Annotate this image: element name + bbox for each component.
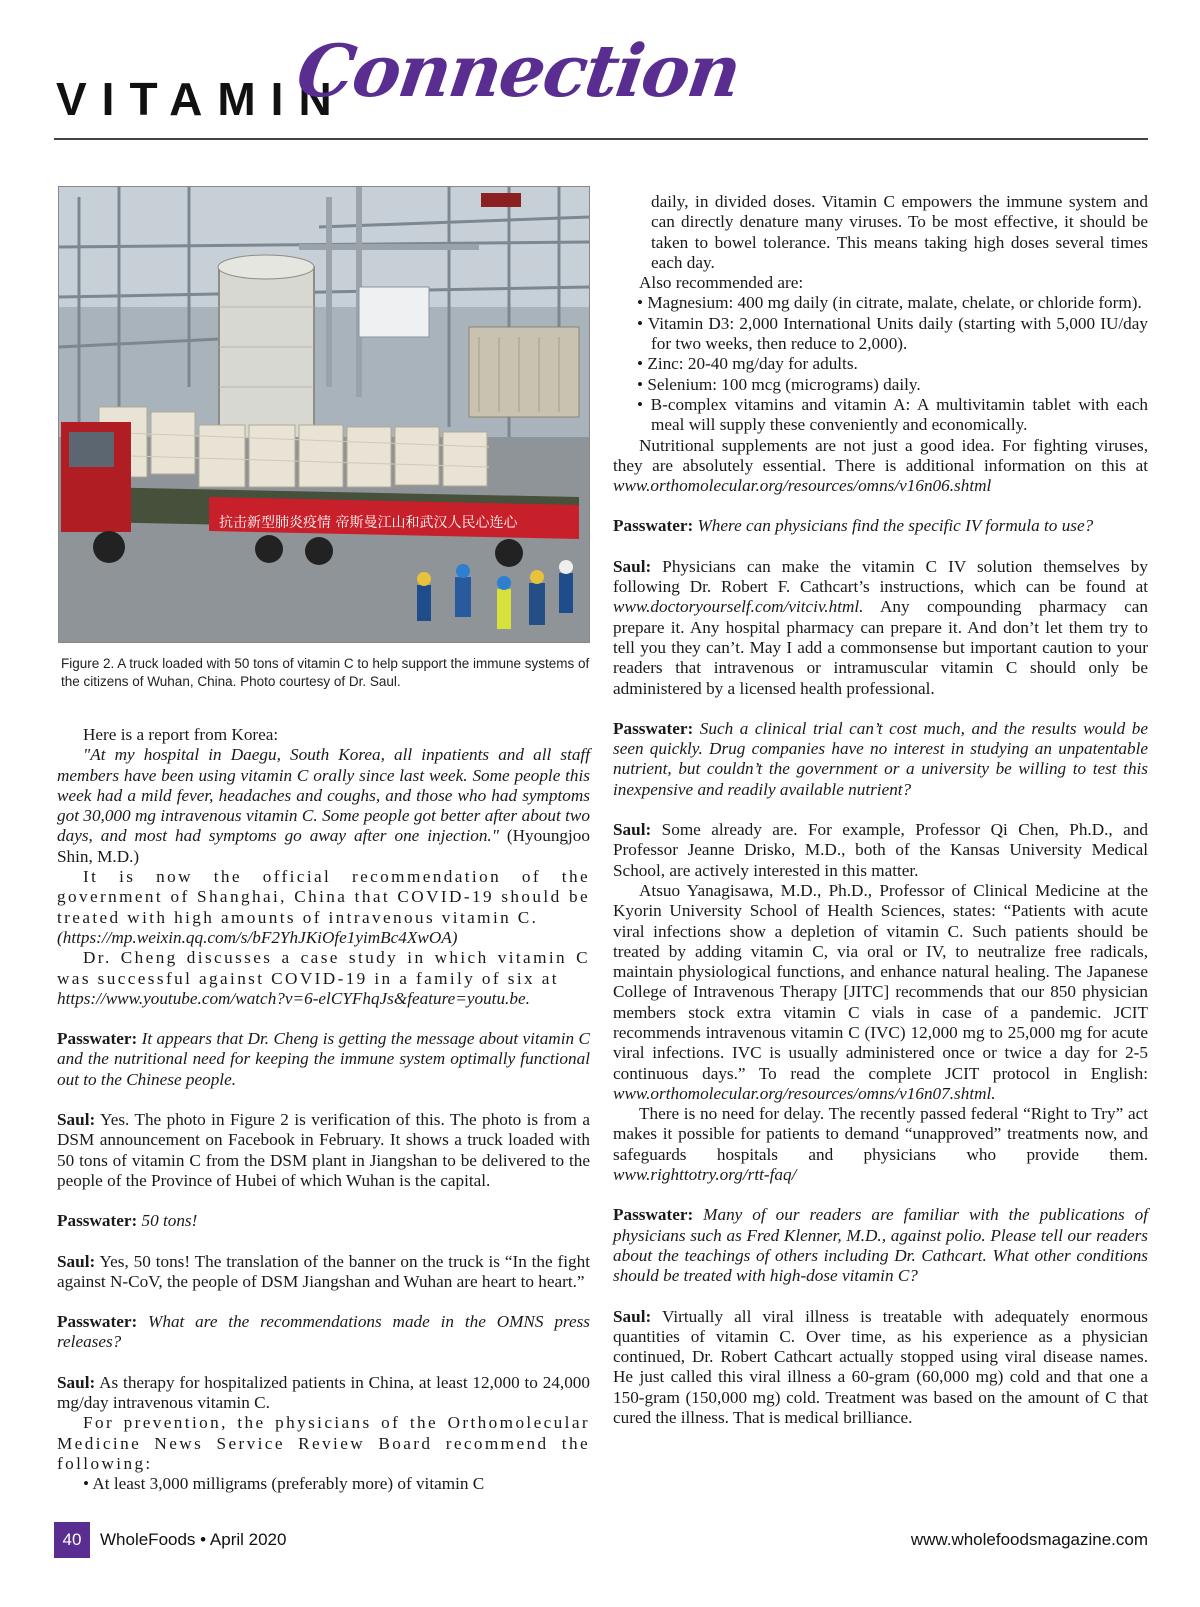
figure-caption: Figure 2. A truck loaded with 50 tons of vitamin C to help support the immune systems of the citizens of Wuhan, China. Photo courtesy of Dr. Saul. bbox=[61, 656, 590, 689]
speaker-label: Passwater: bbox=[613, 718, 694, 738]
bullet-item: • B-complex vitamins and vitamin A: A multivitamin tablet with each meal will supply these conveniently and economically. bbox=[637, 394, 1148, 435]
answer bbox=[613, 557, 1148, 699]
quote-attribution: (Hyoungjoo Shin, M.D.) bbox=[57, 826, 590, 866]
question bbox=[613, 1205, 1148, 1286]
speaker-label: Passwater: bbox=[57, 1211, 138, 1231]
paragraph: daily, in divided doses. Vitamin C empowers the immune system and can directly denature many viruses. To be most effective, it should be taken to bowel tolerance. This means taking high doses several times each day. bbox=[651, 192, 1148, 272]
masthead bbox=[56, 28, 1156, 138]
url-text: (https://mp.weixin.qq.com/s/bF2YhJKiOfe1yimBc4XwOA) bbox=[57, 927, 458, 947]
paragraph: Here is a report from Korea: bbox=[83, 725, 279, 744]
speaker-label: Saul: bbox=[57, 1110, 96, 1130]
question-text: What are the recommendations made in the OMNS press releases? bbox=[57, 1312, 590, 1352]
speaker-label: Passwater: bbox=[57, 1312, 138, 1332]
question-text: Such a clinical trial can’t cost much, and the results would be seen quickly. Drug companies have no interest in studying an unpatentable nutrient, but couldn’t the government or a university be willing to test this inexpensive and readily available nutrient? bbox=[613, 718, 1148, 799]
question bbox=[57, 1211, 590, 1231]
question bbox=[57, 1029, 590, 1090]
quote-text: "At my hospital in Daegu, South Korea, all inpatients and all staff members have been using vitamin C orally since last week. Some people this week had a mild fever, headaches and coughs, and those who had symptoms got 30,000 mg intravenous vitamin C. Some people got better after about two days, and most had symptoms go away after one injection." bbox=[57, 745, 590, 846]
answer-text: Yes, 50 tons! The translation of the banner on the truck is “In the fight against N-CoV, the people of DSM Jiangshan and Wuhan are heart to heart.” bbox=[57, 1251, 590, 1291]
paragraph-quote bbox=[57, 745, 590, 867]
question-text: 50 tons! bbox=[137, 1211, 198, 1231]
masthead-connection: Connection bbox=[292, 28, 745, 113]
paragraph bbox=[613, 1104, 1148, 1185]
answer-text: Yes. The photo in Figure 2 is verification of this. The photo is from a DSM announcement on Facebook in February. It shows a truck loaded with 50 tons of vitamin C from the DSM plant in Jiangshan to be delivered to the people of the Province of Hubei of which Wuhan is the capital. bbox=[57, 1110, 590, 1190]
bullet-item: • Vitamin D3: 2,000 International Units daily (starting with 5,000 IU/day for two weeks, then reduce to 2,000). bbox=[637, 313, 1148, 354]
paragraph: It is now the official recommendation of the government of Shanghai, China that COVID-19 should be treated with high amounts of intravenous vitamin C. bbox=[57, 867, 590, 927]
paragraph bbox=[613, 881, 1148, 1104]
paragraph-text: Nutritional supplements are not just a good idea. For fighting viruses, they are absolutely essential. There is additional information on this at bbox=[613, 435, 1148, 475]
magazine-issue: WholeFoods • April 2020 bbox=[100, 1530, 287, 1549]
answer-text: Physicians can make the vitamin C IV solution themselves by following Dr. Robert F. Cathcart’s instructions, which can be found at bbox=[613, 556, 1148, 597]
speaker-label: Saul: bbox=[613, 1306, 652, 1326]
speaker-label: Saul: bbox=[57, 1372, 96, 1392]
paragraph: Dr. Cheng discusses a case study in which vitamin C was successful against COVID-19 in a family of six at bbox=[57, 948, 590, 988]
masthead-vitamin: VITAMIN bbox=[56, 73, 347, 125]
truck-photo bbox=[58, 186, 590, 643]
answer-text: Virtually all viral illness is treatable with adequately enormous quantities of vitamin C. Over time, as his experience as a physician continued, Dr. Robert Cathcart actually stopped using viral disease names. He just called this viral illness a 60-gram (60,000 mg) cold and that one a 150-gram (150,000 mg) cold. Treatment was based on the amount of C that cured the illness. That is medical brilliance. bbox=[613, 1306, 1148, 1428]
question-text: Where can physicians find the specific IV formula to use? bbox=[693, 516, 1094, 536]
speaker-label: Saul: bbox=[57, 1251, 96, 1271]
page-number: 40 bbox=[54, 1522, 90, 1558]
answer bbox=[57, 1373, 590, 1414]
question-text: It appears that Dr. Cheng is getting the message about vitamin C and the nutritional need for keeping the immune system optimally functional out to the Chinese people. bbox=[57, 1029, 590, 1089]
bullet-item: • Zinc: 20-40 mg/day for adults. bbox=[637, 354, 858, 374]
bullet-item: • Magnesium: 400 mg daily (in citrate, malate, chelate, or chloride form). bbox=[637, 293, 1142, 313]
answer bbox=[57, 1110, 590, 1191]
answer-text: Any compounding pharmacy can prepare it. Any hospital pharmacy can prepare it. And don’t let them try to tell you they can’t. May I add a commonsense but important caution to your readers that intravenous or intramuscular vitamin C should only be administered by a licensed health professional. bbox=[613, 597, 1148, 698]
speaker-label: Passwater: bbox=[613, 516, 694, 536]
url-text: www.righttotry.org/rtt-faq/ bbox=[613, 1165, 797, 1185]
speaker-label: Saul: bbox=[613, 556, 652, 576]
truck-banner-text: 抗击新型肺炎疫情 帝斯曼江山和武汉人民心连心 bbox=[219, 515, 518, 531]
left-column bbox=[57, 186, 590, 1495]
question bbox=[57, 1312, 590, 1353]
paragraph: For prevention, the physicians of the Orthomolecular Medicine News Service Review Board recommend the following: bbox=[57, 1413, 590, 1473]
question bbox=[613, 516, 1148, 536]
paragraph-text: Atsuo Yanagisawa, M.D., Ph.D., Professor of Clinical Medicine at the Kyorin University School of Health Sciences, states: “Patients with acute viral infections show a depletion of vitamin C. Such patients should be treated by adding vitamin C, via oral or IV, to neutralize free radicals, maintain physiological functions, and enhance natural healing. The Japanese College of Intravenous Therapy [JITC] recommends that our 850 physician members stock extra vitamin C vials in case of a pandemic. JCIT recommends intravenous vitamin C (IVC) 12,000 mg to 25,000 mg for acute viral infections. IVC is usually administered once or twice a day for 2-5 continuous days.” To read the complete JCIT protocol in English: bbox=[613, 880, 1148, 1083]
website-link[interactable]: www.wholefoodsmagazine.com bbox=[910, 1530, 1148, 1549]
paragraph: Also recommended are: bbox=[639, 273, 804, 293]
answer bbox=[613, 1307, 1148, 1429]
url-text: www.orthomolecular.org/resources/omns/v16n07.shtml. bbox=[613, 1083, 996, 1103]
url-text: www.doctoryourself.com/vitciv.html. bbox=[613, 597, 864, 617]
url-text: www.orthomolecular.org/resources/omns/v16n06.shtml bbox=[613, 476, 992, 496]
answer-text: Some already are. For example, Professor Qi Chen, Ph.D., and Professor Jeanne Drisko, M.D., both of the Kansas University Medical School, are actively interested in this matter. bbox=[613, 820, 1148, 880]
speaker-label: Passwater: bbox=[57, 1029, 138, 1049]
paragraph bbox=[613, 436, 1148, 497]
question-text: Many of our readers are familiar with the publications of physicians such as Fred Klenner, M.D., against polio. Please tell our readers about the teachings of others including Dr. Cathcart. What other conditions should be treated with high-dose vitamin C? bbox=[613, 1205, 1148, 1286]
bullet-item: • Selenium: 100 mcg (micrograms) daily. bbox=[637, 374, 921, 394]
answer bbox=[613, 820, 1148, 881]
answer-text: As therapy for hospitalized patients in China, at least 12,000 to 24,000 mg/day intravenous vitamin C. bbox=[57, 1372, 590, 1413]
paragraph-text: There is no need for delay. The recently passed federal “Right to Try” act makes it possible for patients to demand “unapproved” treatments now, and safeguards hospitals and physicians who provide them. bbox=[613, 1104, 1148, 1164]
page-footer bbox=[54, 1522, 1148, 1562]
question bbox=[613, 719, 1148, 800]
right-column bbox=[613, 192, 1148, 1428]
speaker-label: Passwater: bbox=[613, 1205, 694, 1225]
truck-photo-illustration bbox=[59, 187, 589, 642]
header-rule bbox=[54, 138, 1148, 140]
url-text: https://www.youtube.com/watch?v=6-elCYFhqJs&feature=youtu.be. bbox=[57, 988, 530, 1008]
answer bbox=[57, 1252, 590, 1293]
bullet-item: • At least 3,000 milligrams (preferably more) of vitamin C bbox=[83, 1474, 485, 1494]
speaker-label: Saul: bbox=[613, 820, 652, 840]
